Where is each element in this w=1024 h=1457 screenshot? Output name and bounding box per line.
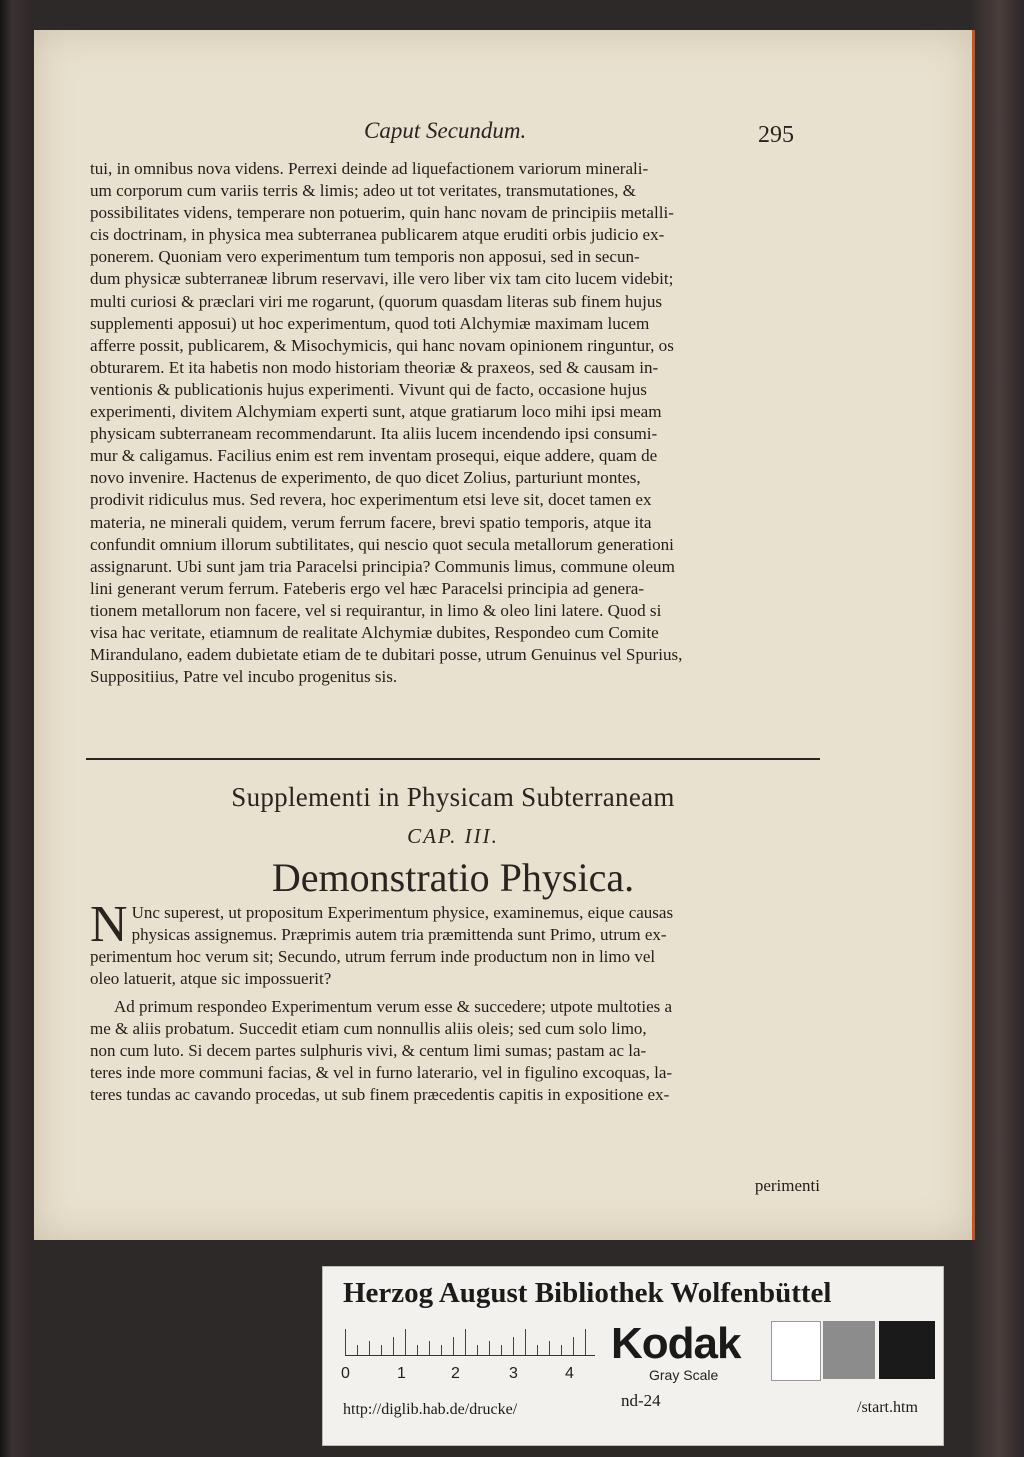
text-line: me & aliis probatum. Succedit etiam cum nonnullis aliis oleis; sed cum solo limo, (90, 1019, 647, 1038)
ruler-tick (513, 1337, 514, 1355)
reference-code: nd-24 (621, 1391, 661, 1410)
text-line: Mirandulano, eadem dubietate etiam de te dubitari posse, utrum Genuinus vel Spurius, (90, 645, 683, 665)
text-line: non cum luto. Si decem partes sulphuris vivi, & centum limi sumas; pastam ac la- (90, 1041, 647, 1060)
text-line: Suppositiius, Patre vel incubo progenitus sis. (90, 667, 398, 687)
text-line: tui, in omnibus nova videns. Perrexi deinde ad liquefactionem variorum minerali- (90, 159, 649, 178)
ruler-tick (465, 1329, 466, 1355)
text-line: Unc superest, ut propositum Experimentum physice, examinemus, eique causas (131, 903, 674, 922)
ruler-tick (357, 1345, 358, 1355)
gray-scale-label: Gray Scale (649, 1367, 719, 1383)
ruler-number: 2 (451, 1365, 460, 1382)
catchword: perimenti (754, 1176, 820, 1195)
running-head: Caput Secundum. (364, 118, 527, 143)
drop-capital: N (90, 896, 128, 953)
ruler-tick (393, 1337, 394, 1355)
ruler-tick (525, 1329, 526, 1355)
chapter-title: Demonstratio Physica. (271, 855, 635, 900)
text-line: mur & caligamus. Facilius enim est rem inventam prosequi, eique addere, quam de (90, 446, 658, 466)
ruler-tick (381, 1345, 382, 1355)
ruler-number: 1 (397, 1365, 406, 1382)
scale-ruler (345, 1325, 595, 1356)
ruler-number: 3 (509, 1365, 518, 1382)
url-prefix: http://diglib.hab.de/drucke/ (343, 1401, 518, 1418)
text-line: dum physicæ subterraneæ librum reservavi, ille vero liber vix tam cito lucem videbit; (90, 269, 674, 289)
text-line: novo invenire. Hactenus de experimento, de quo dicet Zolius, parturiunt montes, (90, 468, 641, 488)
ruler-tick (405, 1329, 406, 1355)
supplement-title: Supplementi in Physicam Subterraneam (231, 782, 675, 812)
kodak-logo: Kodak (611, 1319, 741, 1368)
text-line: cis doctrinam, in physica mea subterranea publicarem atque eruditi orbis judicio ex- (90, 225, 665, 245)
ruler-tick (453, 1337, 454, 1355)
chapter-text (90, 896, 818, 1106)
text-line: teres tundas ac cavando procedas, ut sub finem præcedentis capitis in expositione ex- (90, 1085, 670, 1104)
text-line: perimentum hoc verum sit; Secundo, utrum ferrum inde productum non in limo vel (90, 947, 656, 966)
text-line: oleo latuerit, atque sic impossuerit? (90, 969, 332, 988)
text-line: physicas assignemus. Præprimis autem tria præmittenda sunt Primo, utrum ex- (131, 925, 667, 944)
ruler-tick (573, 1337, 574, 1355)
ruler-tick (585, 1329, 586, 1355)
swatch-black (879, 1321, 935, 1379)
text-line: experimenti, divitem Alchymiam experti sunt, atque gratiarum loco mihi ipsi meam (90, 402, 662, 422)
text-line: ponerem. Quoniam vero experimentum tum temporis non apposui, sed in secun- (90, 247, 640, 267)
swatch-white (771, 1321, 821, 1381)
ruler-number: 0 (341, 1365, 350, 1382)
text-line: obturarem. Et ita habetis non modo historiam theoriæ & praxeos, sed & causam in- (90, 357, 659, 377)
section-divider (86, 758, 820, 760)
text-line: visa hac veritate, etiamnum de realitate Alchymiæ dubites, Respondeo cum Comite (90, 622, 659, 642)
ruler-tick (477, 1345, 478, 1355)
text-line: prodivit ridiculus mus. Sed revera, hoc experimentum etsi leve sit, docet tamen ex (90, 490, 652, 510)
chapter-number: CAP. III. (407, 824, 499, 848)
ruler-tick (441, 1345, 442, 1355)
page-number: 295 (758, 122, 794, 148)
ruler-tick (549, 1341, 550, 1355)
ruler-tick (537, 1345, 538, 1355)
color-target-card (322, 1266, 944, 1446)
text-line: teres inde more communi facias, & vel in furno laterario, vel in figulino excoquas, la- (90, 1063, 673, 1082)
swatch-gray (823, 1321, 875, 1379)
text-line: assignarunt. Ubi sunt jam tria Paracelsi principia? Communis limus, commune oleum (90, 556, 675, 576)
text-line: confundit omnium illorum subtilitates, qui nescio quot secula metallorum generationi (90, 534, 674, 554)
text-line: physicam subterraneam recommendarunt. Ita aliis lucem incendendo ipsi consumi- (90, 424, 658, 444)
text-line: Ad primum respondeo Experimentum verum esse & succedere; utpote multoties a (114, 997, 673, 1016)
text-line: possibilitates videns, temperare non potuerim, quin hanc novam de principiis metalli- (90, 203, 674, 223)
text-line: lini generant verum ferrum. Fateberis ergo vel hæc Paracelsi principia ad genera- (90, 578, 645, 598)
body-text (90, 158, 818, 688)
ruler-tick (561, 1345, 562, 1355)
ruler-tick (417, 1345, 418, 1355)
text-line: tionem metallorum non facere, vel si requirantur, in limo & oleo lini latere. Quod si (90, 600, 662, 620)
ruler-tick (345, 1329, 346, 1355)
text-line: um corporum cum variis terris & limis; adeo ut tot veritates, transmutationes, & (90, 181, 636, 201)
text-line: supplementi apposui) ut hoc experimentum, quod toti Alchymiæ maximam lucem (90, 313, 650, 333)
ruler-number: 4 (565, 1365, 574, 1382)
url-suffix: /start.htm (857, 1399, 918, 1416)
text-line: multi curiosi & præclari viri me rogarunt, (quorum quasdam literas sub finem hujus (90, 291, 663, 311)
ruler-tick (369, 1341, 370, 1355)
ruler-tick (501, 1345, 502, 1355)
text-line: ventionis & publicationis hujus experimenti. Vivunt qui de facto, occasione hujus (90, 379, 647, 399)
library-name: Herzog August Bibliothek Wolfenbüttel (343, 1277, 832, 1309)
ruler-tick (429, 1341, 430, 1355)
text-line: afferre possit, publicarem, & Misochymicis, qui hanc novam opinionem ringuntur, os (90, 335, 674, 355)
book-page (34, 30, 975, 1240)
ruler-tick (489, 1341, 490, 1355)
text-line: materia, ne minerali quidem, verum ferrum facere, brevi spatio temporis, atque ita (90, 512, 652, 532)
